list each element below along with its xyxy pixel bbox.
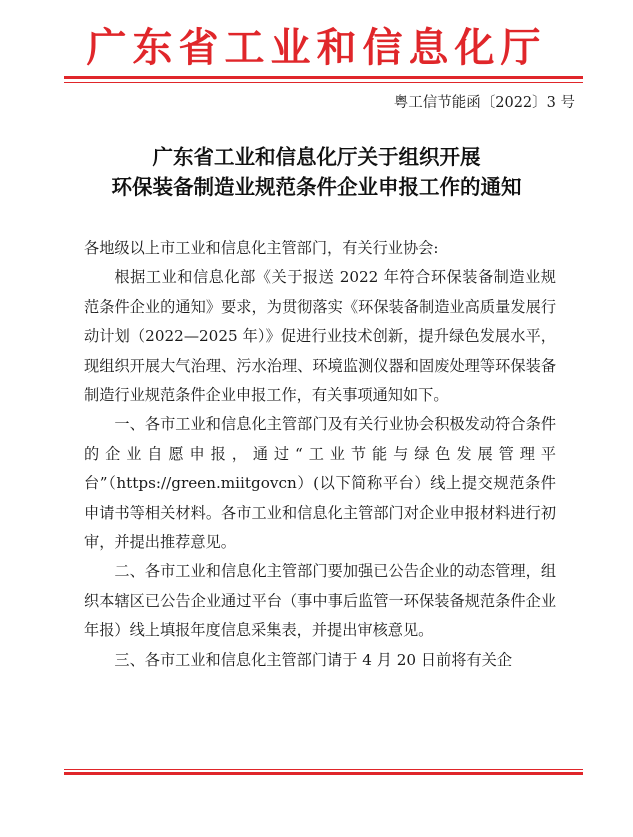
document-number: 粤工信节能函〔2022〕3 号 [393, 95, 575, 111]
item-2-paragraph: 二、各市工业和信息化主管部门要加强已公告企业的动态管理，组织本辖区已公告企业通过平台（事中事后监管一环保装备规范条件企业年报）线上填报年度信息采集表，并提出审核意见。 [84, 562, 556, 640]
salutation: 各地级以上市工业和信息化主管部门，有关行业协会: [84, 239, 439, 257]
document-title-line-1: 广东省工业和信息化厅关于组织开展 [152, 145, 481, 169]
intro-paragraph: 根据工业和信息化部《关于报送 2022 年符合环保装备制造业规范条件企业的通知》要求，为贯彻落实《环保装备制造业高质量发展行动计划（2022—2025 年）》促进行业技术创新，提升绿色发展水平，现组织开展大气治理、污水治理、环境监测仪器和固废处理等环保装备制造行业规范条件企业申报工作，有关事项通知如下。 [84, 268, 556, 405]
document-title-line-2: 环保装备制造业规范条件企业申报工作的通知 [111, 175, 522, 199]
header-rule-thin [64, 82, 583, 83]
letterhead-title: 广东省工业和信息化厅 [86, 24, 547, 71]
footer-rule-thin [64, 769, 583, 770]
document-body [84, 234, 556, 675]
item-1-paragraph: 一、各市工业和信息化主管部门及有关行业协会积极发动符合条件的企业自愿申报，通过“工业节能与绿色发展管理平台”（https://green.miitgovcn）(以下简称平台）线上提交规范条件申请书等相关材料。各市工业和信息化主管部门对企业申报材料进行初审，并提出推荐意见。 [84, 415, 556, 552]
footer-rule-thick [64, 772, 583, 775]
header-rule-thick [64, 76, 583, 79]
item-3-paragraph: 三、各市工业和信息化主管部门请于 4 月 20 日前将有关企 [114, 650, 513, 669]
